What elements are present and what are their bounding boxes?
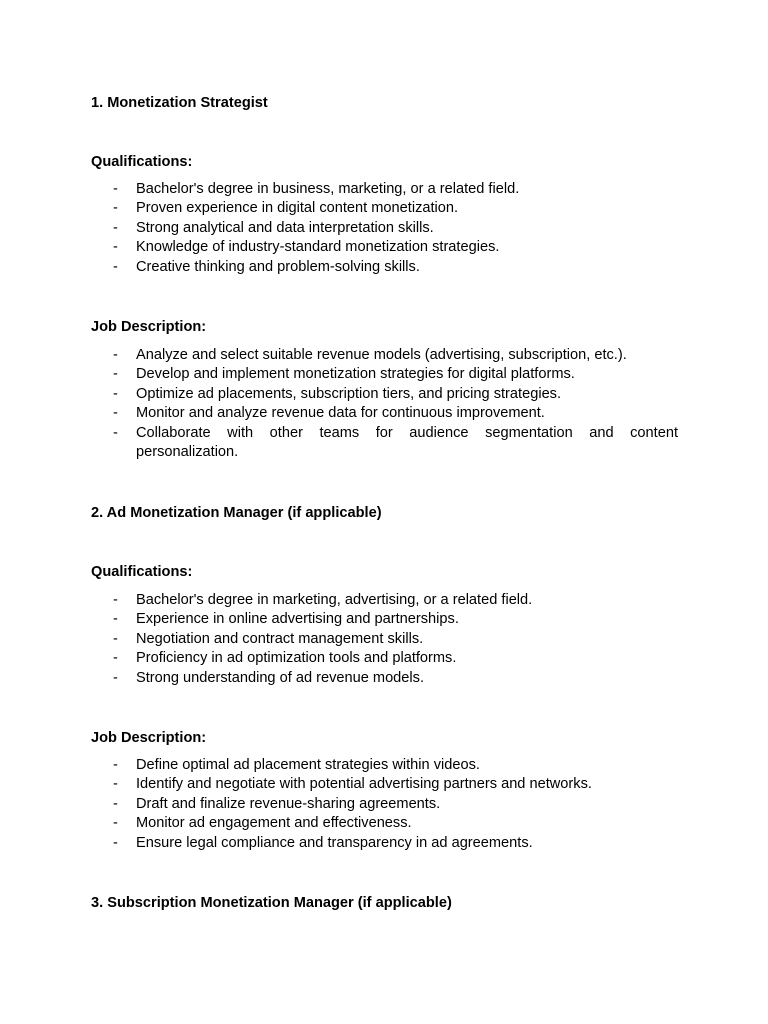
list-item: - Ensure legal compliance and transparency in ad agreements. — [113, 834, 533, 851]
list-item: - Collaborate with other teams for audience segmentation and content personalization. — [113, 424, 678, 461]
list-item: - Proficiency in ad optimization tools and platforms. — [113, 650, 457, 667]
list-item: - Optimize ad placements, subscription tiers, and pricing strategies. — [113, 385, 562, 402]
list-item: - Experience in online advertising and partnerships. — [113, 611, 459, 628]
list-item: - Strong analytical and data interpretation skills. — [113, 219, 434, 236]
list-item: - Bachelor's degree in marketing, advertising, or a related field. — [113, 592, 533, 608]
section-1-title: 1. Monetization Strategist — [91, 95, 268, 111]
section-2-job-description-list — [91, 756, 678, 853]
list-item: - Analyze and select suitable revenue models (advertising, subscription, etc.). — [113, 347, 627, 363]
section-2-qualifications-heading: Qualifications: — [91, 564, 193, 580]
list-item: - Develop and implement monetization strategies for digital platforms. — [113, 366, 575, 383]
list-item: - Bachelor's degree in business, marketing, or a related field. — [113, 181, 520, 197]
list-item: - Knowledge of industry-standard monetization strategies. — [113, 239, 500, 256]
list-item: - Proven experience in digital content monetization. — [113, 200, 459, 217]
list-item: - Monitor and analyze revenue data for continuous improvement. — [113, 405, 545, 422]
list-item: - Creative thinking and problem-solving skills. — [113, 258, 420, 275]
section-1-job-description-list — [91, 346, 678, 462]
section-2-job-description-heading: Job Description: — [91, 730, 207, 746]
list-item: - Strong understanding of ad revenue models. — [113, 669, 425, 686]
section-1-job-description-heading: Job Description: — [91, 319, 207, 335]
section-1-qualifications-heading: Qualifications: — [91, 154, 193, 170]
section-1-qualifications-list — [91, 180, 678, 277]
list-item: - Define optimal ad placement strategies within videos. — [113, 757, 480, 773]
section-3-title: 3. Subscription Monetization Manager (if applicable) — [91, 895, 452, 911]
list-item: - Identify and negotiate with potential advertising partners and networks. — [113, 776, 592, 793]
section-2-qualifications-list — [91, 591, 678, 688]
list-item: - Negotiation and contract management skills. — [113, 630, 424, 647]
section-2-title: 2. Ad Monetization Manager (if applicable) — [91, 505, 382, 521]
list-item: - Monitor ad engagement and effectiveness. — [113, 815, 412, 832]
list-item: - Draft and finalize revenue-sharing agreements. — [113, 795, 441, 812]
